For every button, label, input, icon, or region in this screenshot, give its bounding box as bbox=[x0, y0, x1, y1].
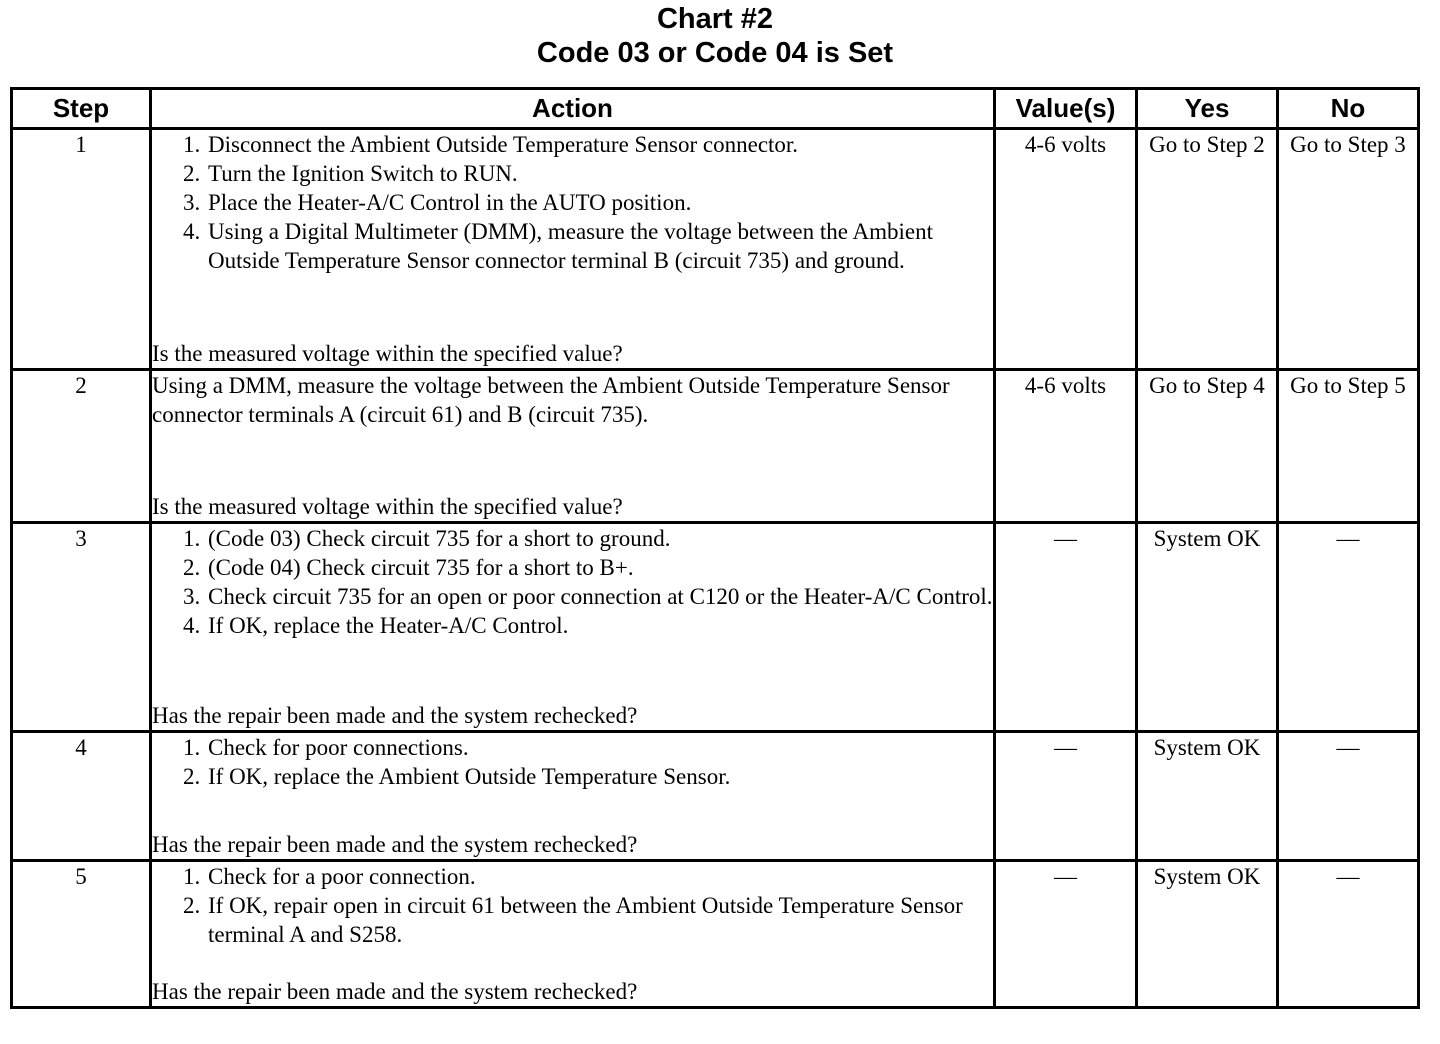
chart-title-line1: Chart #2 bbox=[656, 3, 774, 35]
action-item: 3. Place the Heater-A/C Control in the AUTO position. bbox=[206, 188, 993, 217]
step-number: 1 bbox=[12, 129, 151, 370]
action-list bbox=[152, 130, 993, 275]
action-item: 1. Disconnect the Ambient Outside Temperature Sensor connector. bbox=[206, 130, 993, 159]
table-row bbox=[12, 523, 1419, 732]
action-item: 4. If OK, replace the Heater-A/C Control. bbox=[206, 611, 993, 640]
yes-cell: System OK bbox=[1137, 732, 1278, 861]
table-row bbox=[12, 370, 1419, 523]
action-question: Is the measured voltage within the specified value? bbox=[152, 494, 623, 519]
action-question: Has the repair been made and the system rechecked? bbox=[152, 703, 638, 728]
action-text: Using a DMM, measure the voltage between the Ambient Outside Temperature Sensor connector terminals A (circuit 61) and B (circuit 735). bbox=[152, 373, 950, 427]
action-question: Is the measured voltage within the specified value? bbox=[152, 341, 623, 366]
action-question: Has the repair been made and the system rechecked? bbox=[152, 979, 638, 1004]
step-number: 4 bbox=[12, 732, 151, 861]
action-cell bbox=[151, 861, 995, 1008]
value-cell: — bbox=[995, 523, 1137, 732]
table-row bbox=[12, 732, 1419, 861]
table-row bbox=[12, 861, 1419, 1008]
action-item: 2. Turn the Ignition Switch to RUN. bbox=[206, 159, 993, 188]
no-cell: Go to Step 3 bbox=[1278, 129, 1419, 370]
header-no: No bbox=[1278, 89, 1419, 129]
action-list bbox=[152, 862, 993, 949]
yes-cell: Go to Step 4 bbox=[1137, 370, 1278, 523]
action-cell bbox=[151, 129, 995, 370]
action-cell bbox=[151, 523, 995, 732]
action-item: 1. Check for poor connections. bbox=[206, 733, 993, 762]
header-yes: Yes bbox=[1137, 89, 1278, 129]
action-cell bbox=[151, 732, 995, 861]
action-item: 1. (Code 03) Check circuit 735 for a short to ground. bbox=[206, 524, 993, 553]
diagnostic-table bbox=[10, 87, 1420, 1009]
action-item: 2. If OK, replace the Ambient Outside Temperature Sensor. bbox=[206, 762, 993, 791]
action-item: 4. Using a Digital Multimeter (DMM), measure the voltage between the Ambient Outside Temperature Sensor connector terminal B (circuit 735) and ground. bbox=[206, 217, 993, 275]
step-number: 2 bbox=[12, 370, 151, 523]
header-step: Step bbox=[12, 89, 151, 129]
action-cell bbox=[151, 370, 995, 523]
yes-cell: Go to Step 2 bbox=[1137, 129, 1278, 370]
table-row bbox=[12, 129, 1419, 370]
no-cell: — bbox=[1278, 861, 1419, 1008]
value-cell: — bbox=[995, 732, 1137, 861]
chart-title-line2: Code 03 or Code 04 is Set bbox=[536, 37, 894, 69]
chart-title bbox=[0, 2, 1430, 70]
table-header-row bbox=[12, 89, 1419, 129]
yes-cell: System OK bbox=[1137, 861, 1278, 1008]
no-cell: Go to Step 5 bbox=[1278, 370, 1419, 523]
action-list bbox=[152, 733, 993, 791]
header-values: Value(s) bbox=[995, 89, 1137, 129]
value-cell: 4-6 volts bbox=[995, 129, 1137, 370]
no-cell: — bbox=[1278, 523, 1419, 732]
yes-cell: System OK bbox=[1137, 523, 1278, 732]
action-list bbox=[152, 524, 993, 640]
action-item: 3. Check circuit 735 for an open or poor connection at C120 or the Heater-A/C Control. bbox=[206, 582, 993, 611]
action-item: 2. If OK, repair open in circuit 61 between the Ambient Outside Temperature Sensor terminal A and S258. bbox=[206, 891, 993, 949]
action-item: 2. (Code 04) Check circuit 735 for a short to B+. bbox=[206, 553, 993, 582]
action-item: 1. Check for a poor connection. bbox=[206, 862, 993, 891]
action-question: Has the repair been made and the system rechecked? bbox=[152, 832, 638, 857]
value-cell: — bbox=[995, 861, 1137, 1008]
step-number: 5 bbox=[12, 861, 151, 1008]
header-action: Action bbox=[151, 89, 995, 129]
value-cell: 4-6 volts bbox=[995, 370, 1137, 523]
no-cell: — bbox=[1278, 732, 1419, 861]
step-number: 3 bbox=[12, 523, 151, 732]
